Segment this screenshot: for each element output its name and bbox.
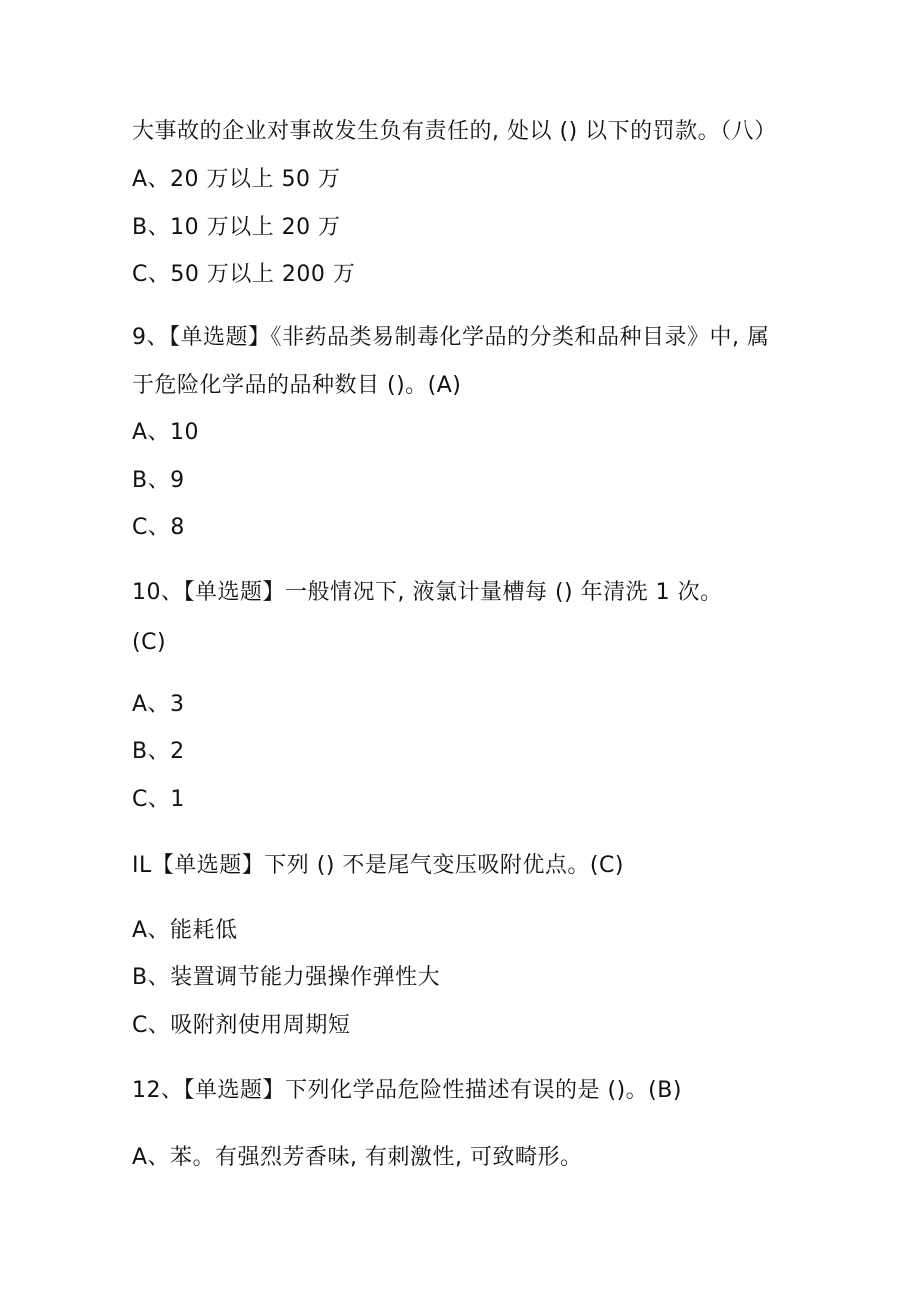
q9-option-c: C、8	[132, 515, 185, 540]
q12-stem: 12、【单选题】下列化学品危险性描述有误的是 ()。(B)	[132, 1078, 682, 1103]
q8-option-c: C、50 万以上 200 万	[132, 262, 356, 287]
q8-option-b: B、10 万以上 20 万	[132, 215, 341, 240]
q11-option-a: A、能耗低	[132, 918, 238, 943]
q8-option-a: A、20 万以上 50 万	[132, 167, 341, 192]
q9-stem-line2: 于危险化学品的品种数目 ()。(A)	[132, 373, 462, 398]
q10-option-c: C、1	[132, 787, 185, 812]
q11-option-c: C、吸附剂使用周期短	[132, 1013, 351, 1038]
q9-option-a: A、10	[132, 420, 200, 445]
q10-option-b: B、2	[132, 739, 185, 764]
q11-stem: IL【单选题】下列 () 不是尾气变压吸附优点。(C)	[132, 853, 624, 878]
q9-option-b: B、9	[132, 468, 185, 493]
q10-stem-line1: 10、【单选题】一般情况下, 液氯计量槽每 () 年清洗 1 次。	[132, 580, 723, 605]
q10-stem-line2: (C)	[132, 630, 167, 655]
q11-option-b: B、装置调节能力强操作弹性大	[132, 965, 441, 990]
q8-stem-tail: 大事故的企业对事故发生负有责任的, 处以 () 以下的罚款。（八）	[132, 119, 777, 144]
q12-option-a: A、苯。有强烈芳香味, 有刺激性, 可致畸形。	[132, 1145, 583, 1170]
q9-stem-line1: 9、【单选题】《非药品类易制毒化学品的分类和品种目录》中, 属	[132, 325, 770, 350]
q10-option-a: A、3	[132, 692, 185, 717]
